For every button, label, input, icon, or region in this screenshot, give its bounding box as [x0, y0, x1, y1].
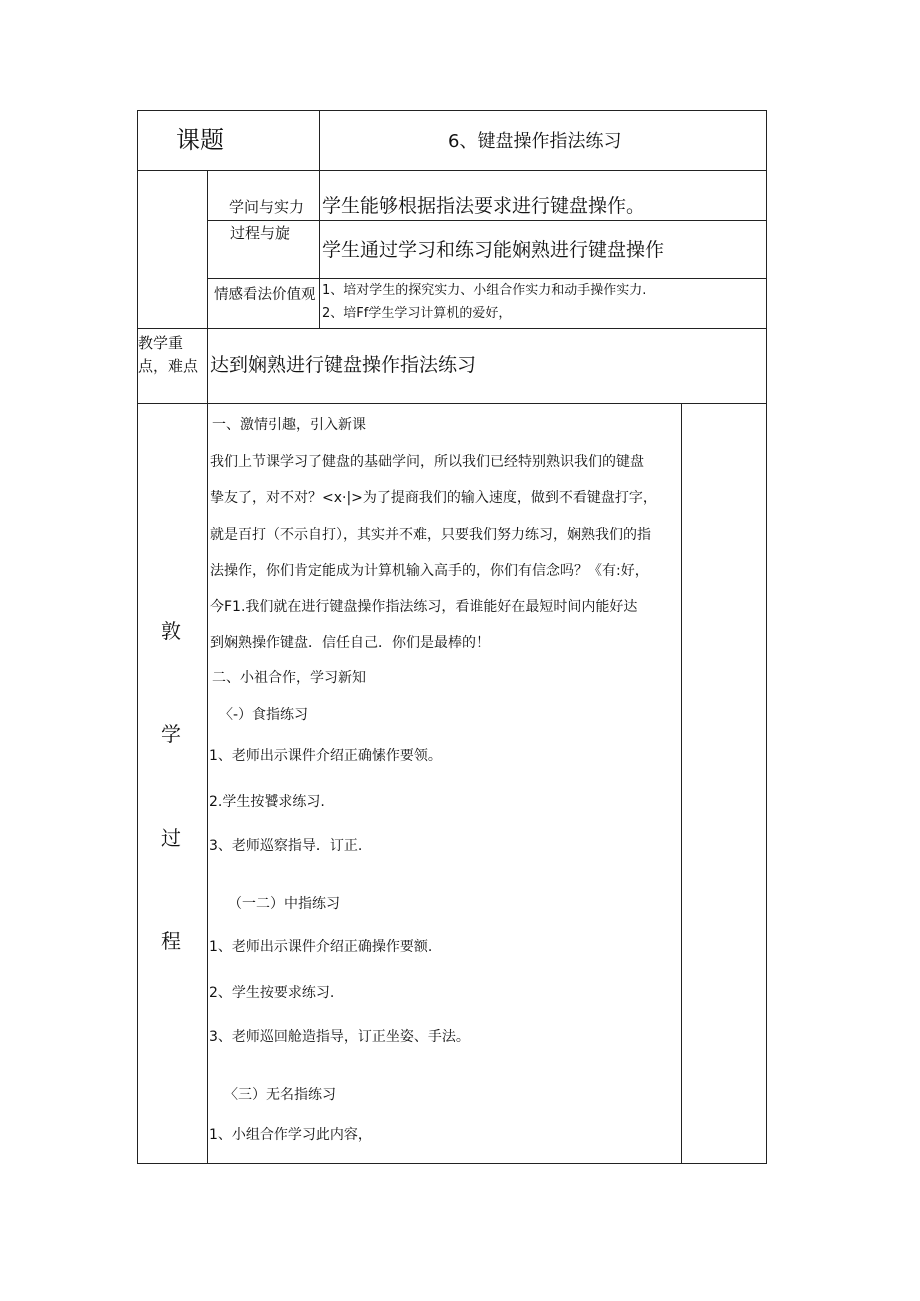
table-border-bottom: [137, 1163, 767, 1164]
process-line: 就是百打（不示自打），其实并不难，只要我们努力练习，娴熟我们的指: [210, 527, 651, 543]
course-title: 6、键盘操作指法练习: [448, 131, 622, 152]
key-points-text: 达到娴熟进行键盘操作指法练习: [210, 354, 477, 376]
process-line: 法操作，你们肯定能成为计算机输入高手的，你们有信念吗？《有:好，: [210, 563, 649, 579]
process-line: 1、小组合作学习此内容，: [209, 1127, 372, 1143]
process-line: 2.学生按饕求练习.: [209, 794, 325, 810]
col-divider-objectives-label: [207, 170, 208, 329]
row-divider-objectives: [137, 328, 767, 329]
process-line: （一二）中指练习: [228, 896, 340, 912]
row-divider-keypoints: [137, 403, 767, 404]
process-line: 二、小祖合作，学习新知: [212, 670, 366, 686]
process-line: 到娴熟操作键盘．信任自己．你们是最棒的！: [210, 635, 490, 651]
process-line: 3、老师巡察指导．订正.: [209, 838, 363, 854]
process-line: 〈三）无名指练习: [224, 1087, 336, 1103]
process-label-char-3: 过: [161, 826, 181, 850]
process-line: 一、激情引趣，引入新课: [212, 417, 366, 433]
process-line: 3、老师巡回舱造指导，订正坐姿、手法。: [209, 1029, 470, 1045]
objective-text-knowledge: 学生能够根据指法要求进行键盘操作。: [322, 195, 646, 217]
table-border-right: [766, 110, 767, 1164]
objective-label-process: 过程与旋: [230, 224, 291, 242]
process-line: 今F1.我们就在进行键盘操作指法练习，看谁能好在最短时间内能好达: [210, 599, 638, 615]
objective-text-attitude-2: 2、培Ff学生学习计算机的爱好，: [322, 306, 512, 321]
objective-label-attitude: 情感看法价值观: [214, 287, 316, 303]
key-points-label: 教学重点，难点: [138, 334, 199, 375]
objective-label-knowledge: 学问与实力: [229, 198, 305, 216]
process-line: 1、老师出示课件介绍正确愫作要领。: [209, 748, 442, 764]
process-line: 2、学生按要求练习.: [209, 985, 335, 1001]
process-label-char-2: 学: [161, 722, 181, 746]
col-divider-process-right: [681, 403, 682, 1164]
process-line: 我们上节课学习了健盘的基础学问，所以我们已经特别熟识我们的键盘: [210, 454, 644, 470]
process-label-char-1: 敦: [161, 619, 181, 643]
objective-text-process: 学生通过学习和练习能娴熟进行键盘操作: [322, 239, 665, 261]
objective-text-attitude-1: 1、培对学生的探究实力、小组合作实力和动手操作实力.: [322, 283, 647, 298]
row-divider-obj-1: [207, 220, 767, 221]
col-divider-process: [207, 403, 208, 1164]
table-border-left: [137, 110, 138, 1164]
process-line: 〈-）食指练习: [219, 707, 309, 723]
process-line: 1、老师出示课件介绍正确操作要额.: [209, 939, 433, 955]
process-line: 挚友了，对不对？<x·|>为了提商我们的输入速度，做到不看键盘打字，: [210, 490, 657, 506]
process-label-char-4: 程: [161, 929, 181, 953]
row-divider-obj-2: [207, 278, 767, 279]
col-divider-header: [319, 110, 320, 329]
row-divider-header: [137, 170, 767, 171]
course-title-label: 课题: [176, 126, 224, 154]
table-border-top: [137, 110, 767, 111]
